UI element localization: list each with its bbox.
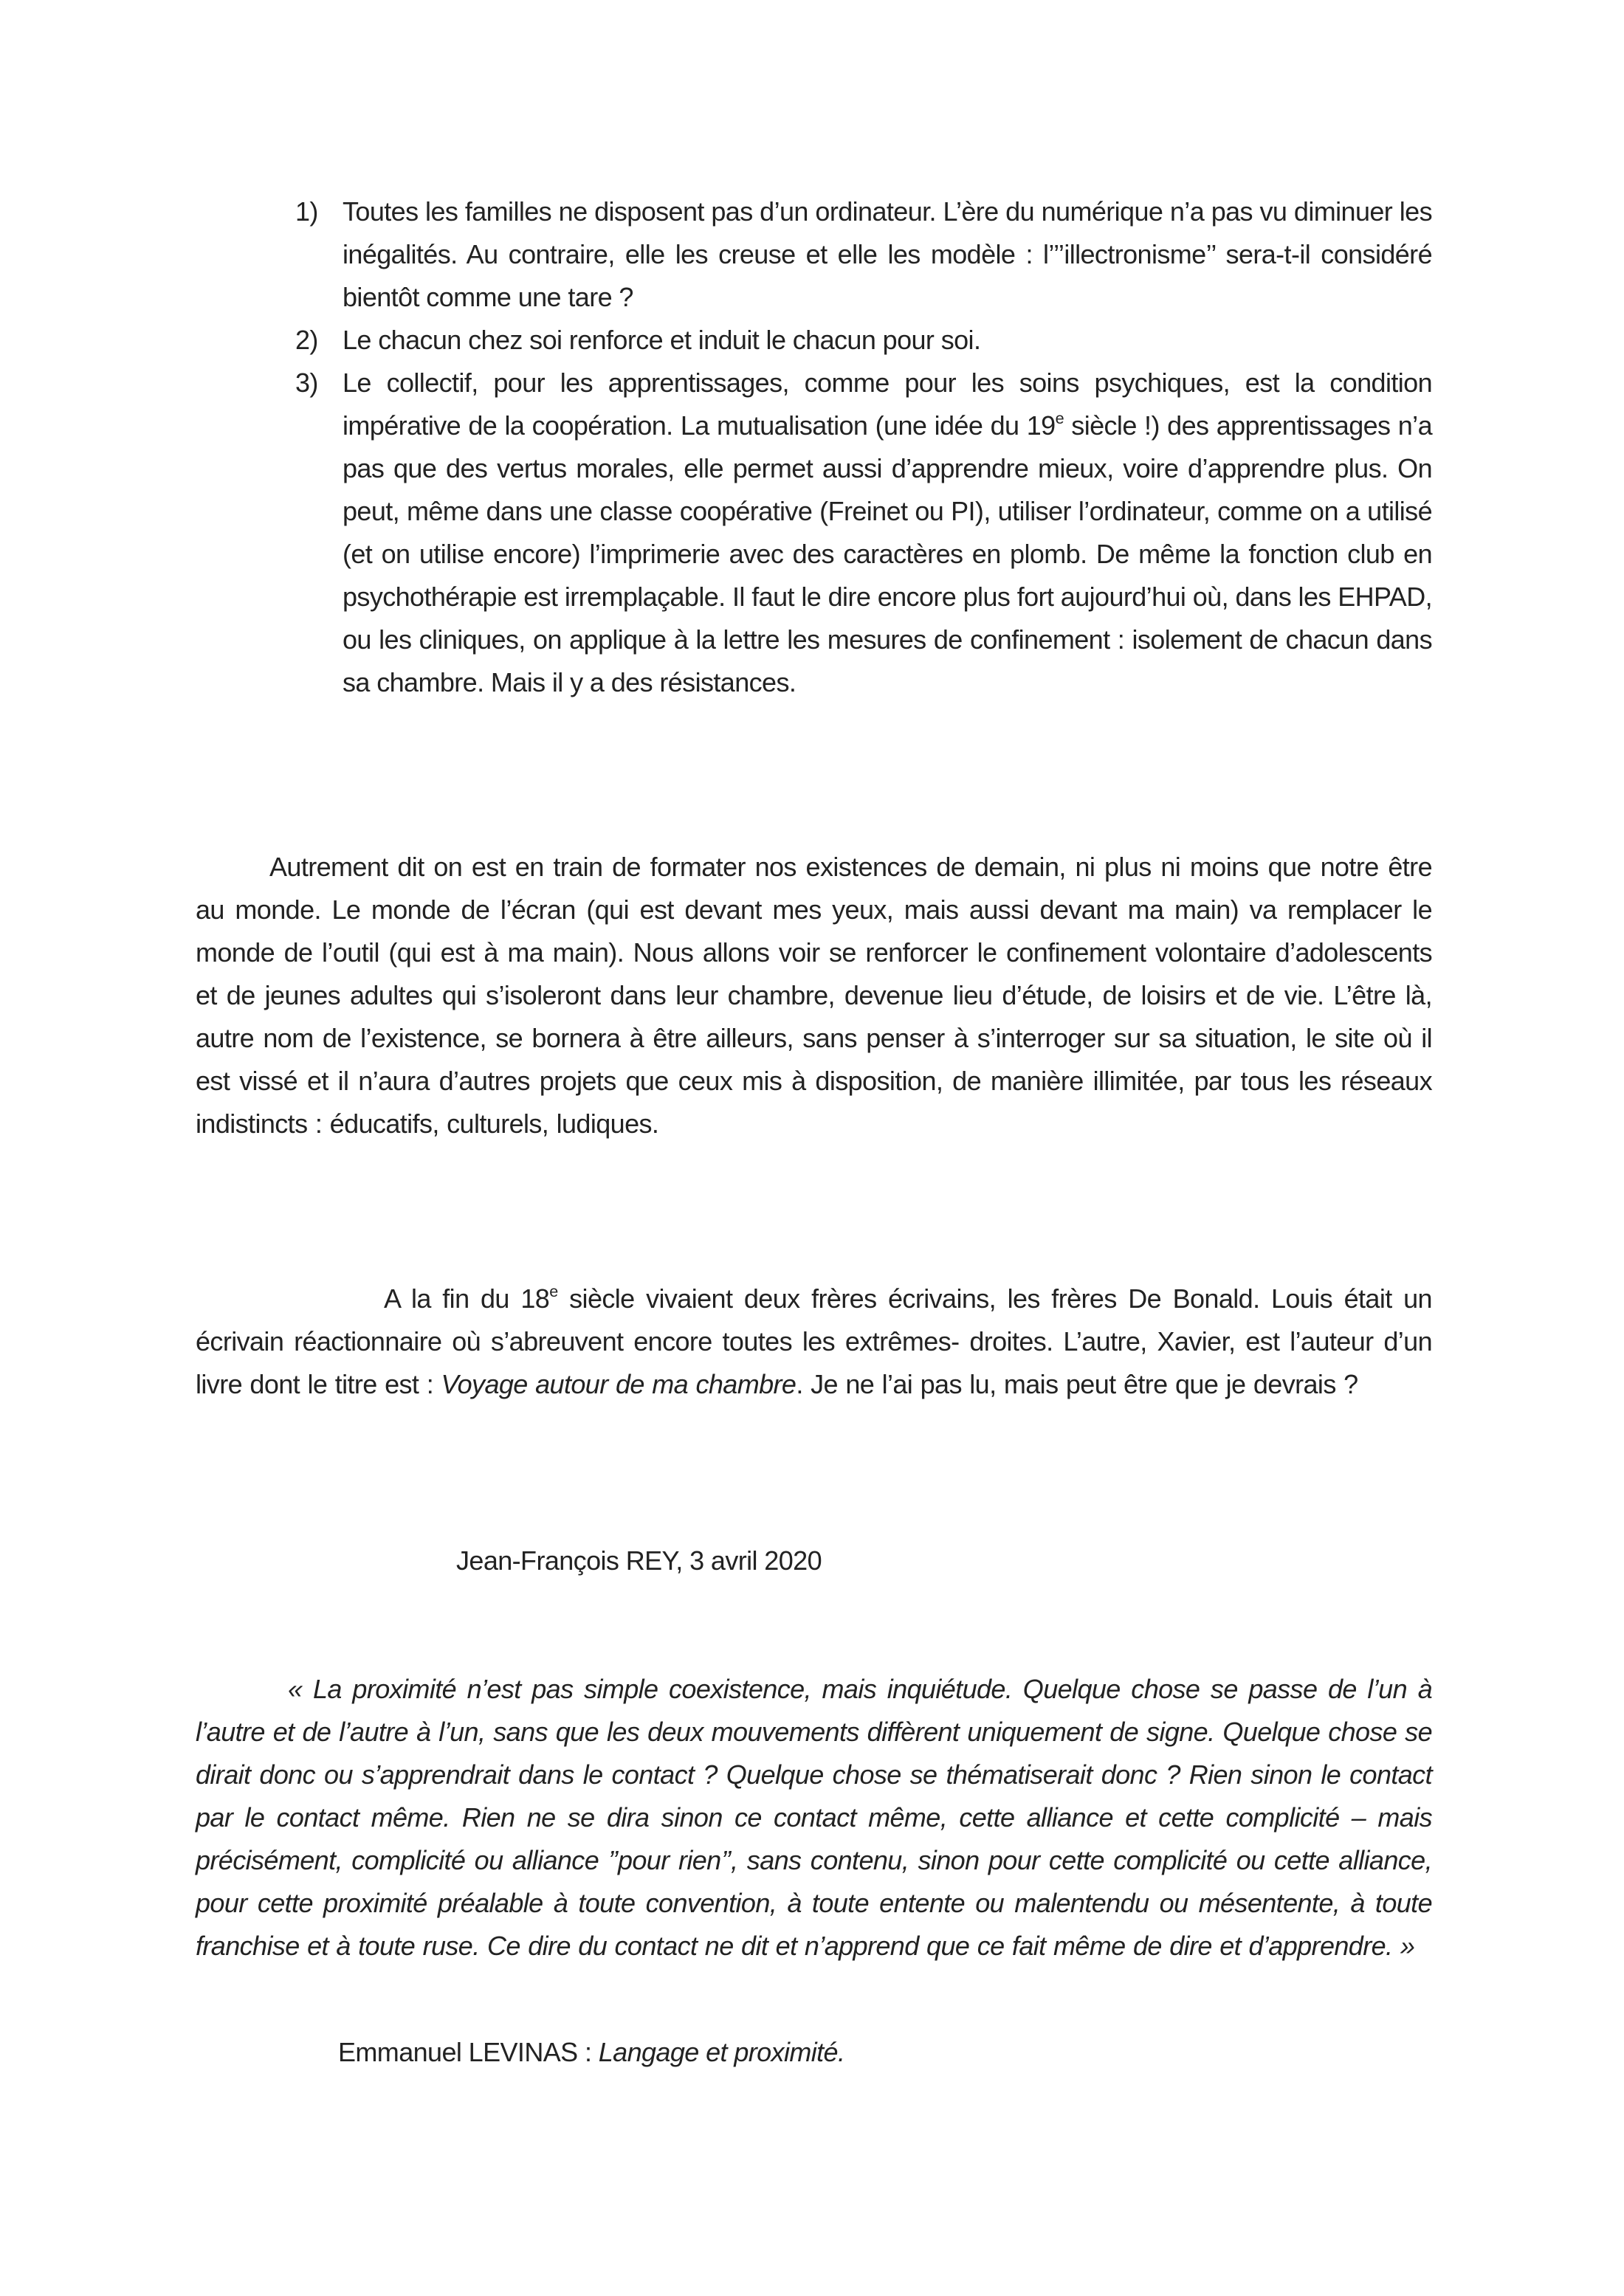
- list-item-text-part: siècle !) des apprentissages n’a pas que des vertus morales, elle permet aussi d’apprendre mieux, voire d’apprendre plus. On peut, même dans une classe coopérative (Freinet ou PI), utiliser l’ordinateur, comme on a utilisé (et on utilise encore) l’imprimerie avec des caractères en plomb. De même la fonction club en psychothérapie est irremplaçable. Il faut le dire encore plus fort aujourd’hui où, dans les EHPAD, ou les cliniques, on applique à la lettre les mesures de confinement : isolement de chacun dans sa chambre. Mais il y a des résistances.: [343, 410, 1432, 697]
- quote-text: « La proximité n’est pas simple coexistence, mais inquiétude. Quelque chose se passe de l’un à l’autre et de l’autre à l’un, sans que les deux mouvements diffèrent uniquement de signe. Quelque chose se dirait donc ou s’apprendrait dans le contact ? Quelque chose se thématiserait donc ? Rien sinon le contact par le contact même. Rien ne se dira sinon ce contact même, cette alliance et cette complicité – mais précisément, complicité ou alliance ’’pour rien’’, sans contenu, sinon pour cette complicité ou cette alliance, pour cette proximité préalable à toute convention, à toute entente ou malentendu ou mésentente, à toute franchise et à toute ruse. Ce dire du contact ne dit et n’apprend que ce fait même de dire et d’apprendre. »: [196, 1674, 1432, 1961]
- list-item: [295, 319, 1432, 362]
- list-item-text: [343, 368, 1432, 697]
- list-item-number: 2): [295, 325, 318, 355]
- paragraph-text: Autrement dit on est en train de formater nos existences de demain, ni plus ni moins que notre être au monde. Le monde de l’écran (qui est devant mes yeux, mais aussi devant ma main) va remplacer le monde de l’outil (qui est à ma main). Nous allons voir se renforcer le confinement volontaire d’adolescents et de jeunes adultes qui s’isoleront dans leur chambre, devenue lieu d’étude, de loisirs et de vie. L’être là, autre nom de l’existence, se bornera à être ailleurs, sans penser à s’interroger sur sa situation, le site où il est vissé et il n’aura d’autres projets que ceux mis à disposition, de manière illimitée, par tous les réseaux indistincts : éducatifs, culturels, ludiques.: [196, 852, 1432, 1139]
- superscript: e: [1055, 408, 1064, 427]
- list-item: [295, 362, 1432, 704]
- superscript: e: [549, 1281, 558, 1300]
- numbered-list: [295, 190, 1432, 704]
- paragraph-de-bonald: [196, 1278, 1432, 1406]
- book-title: Voyage autour de ma chambre: [441, 1369, 796, 1399]
- paragraph-text: [196, 1278, 1432, 1406]
- list-item-number: 3): [295, 368, 318, 398]
- author-signature: Jean-François REY, 3 avril 2020: [456, 1545, 822, 1576]
- quote-work-title: Langage et proximité.: [598, 2037, 845, 2067]
- levinas-quote: [196, 1668, 1432, 1968]
- list-item-text: Toutes les familles ne disposent pas d’un ordinateur. L’ère du numérique n’a pas vu diminuer les inégalités. Au contraire, elle les creuse et elle les modèle : l’’’illectronisme’’ sera-t-il considéré bientôt comme une tare ?: [343, 196, 1432, 312]
- paragraph-text-part: A la fin du 18: [384, 1283, 550, 1314]
- quote-attribution: [338, 2031, 844, 2074]
- list-item-text-part: Le collectif, pour les apprentissages, comme pour les soins psychiques, est la condition impérative de la coopération. La mutualisation (une idée du 19: [343, 368, 1432, 441]
- list-item-number: 1): [295, 196, 318, 227]
- paragraph-text-part: siècle vivaient deux frères écrivains, les frères De Bonald. Louis était un écrivain réactionnaire où s’abreuvent encore toutes les extrêmes- droites. L’autre, Xavier, est l’auteur d’un livre dont le titre est :: [196, 1283, 1432, 1399]
- list-item-text: Le chacun chez soi renforce et induit le chacun pour soi.: [343, 325, 981, 355]
- quote-author: Emmanuel LEVINAS :: [338, 2037, 599, 2067]
- list-item: [295, 190, 1432, 319]
- paragraph-text-part: . Je ne l’ai pas lu, mais peut être que je devrais ?: [796, 1369, 1358, 1399]
- paragraph-screen-world: [196, 846, 1432, 1145]
